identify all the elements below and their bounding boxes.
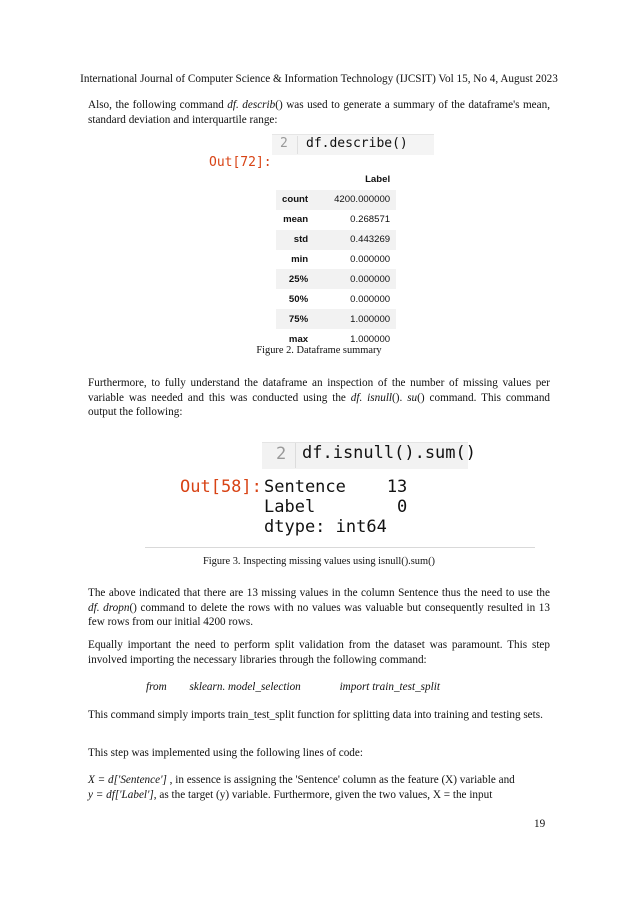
para1-text-post: () was used to generate a summary of the dataframe's mean, standard deviation and interquartile range: [88, 99, 550, 126]
row-value: 1.000000 [350, 333, 391, 345]
para7-text-y: , as the target (y) variable. Furthermore, given the two values, X = the input [153, 788, 493, 801]
math-y-assign: = df['Label'] [92, 788, 154, 801]
row-stat: count [276, 190, 314, 210]
para2-text-pre: Furthermore, to fully understand the dataframe an inspection of the number of missing values per variable was needed and this was conducted using the [88, 377, 550, 404]
paragraph-xy-assignment [88, 773, 550, 802]
para2-math-isnull: df. isnull [350, 391, 393, 404]
code-line-number: 2 [280, 136, 288, 151]
code-gutter-divider [297, 136, 298, 154]
math-x: X [88, 774, 95, 786]
table-row [276, 230, 396, 250]
math-y: y [88, 788, 93, 801]
row-stat: min [291, 254, 309, 265]
table-row [276, 269, 396, 289]
table-corner [276, 170, 314, 190]
import-function: import train_test_split [339, 681, 440, 693]
paragraph-missing-values [88, 376, 550, 420]
code-isnull-sum: df.isnull().sum() [302, 443, 476, 463]
row-value: 0.000000 [350, 254, 391, 265]
figure-divider [145, 547, 535, 548]
math-x-assign: = d['Sentence'] [94, 774, 167, 786]
table-row [276, 210, 396, 230]
row-value: 0.443269 [314, 230, 396, 250]
para2-text-mid: (). [392, 391, 408, 404]
paragraph-import-explain: This command simply imports train_test_split function for splitting data into training and testing sets. [88, 709, 543, 721]
table-header-row [276, 170, 396, 190]
figure2-caption: Figure 2. Dataframe summary [256, 345, 382, 356]
row-value: 0.268571 [350, 214, 391, 226]
paragraph-implementation: This step was implemented using the following lines of code: [88, 747, 363, 759]
row-stat: 25% [276, 269, 314, 289]
output-line: Label 0 [264, 497, 408, 517]
paragraph-describe-intro [88, 98, 550, 127]
table-row [276, 250, 396, 270]
row-value: 4200.000000 [314, 190, 396, 210]
page-number: 19 [534, 818, 546, 830]
table-row [276, 309, 396, 329]
para1-text-pre: Also, the following command [88, 99, 228, 111]
column-header-label: Label [314, 170, 396, 190]
output-line: Sentence 13 [264, 477, 408, 497]
para7-text-x: , in essence is assigning the 'Sentence' column as the feature (X) variable and [166, 774, 515, 786]
code-describe: df.describe() [306, 136, 408, 151]
para3-text-pre: The above indicated that there are 13 missing values in the column Sentence thus the need to use the [88, 587, 550, 599]
paragraph-split-validation: Equally important the need to perform split validation from the dataset was paramount. This step involved importing the necessary libraries through the following command: [88, 639, 550, 666]
output-line: dtype: int64 [264, 517, 387, 537]
row-stat: max [288, 333, 309, 345]
table-row [276, 289, 396, 309]
table-row [276, 190, 396, 210]
figure3-caption: Figure 3. Inspecting missing values using isnull().sum() [202, 556, 436, 567]
import-module: sklearn. model_selection [189, 681, 301, 693]
para2-text-post: () command. This command output the following: [88, 391, 551, 419]
code-gutter-divider [295, 443, 296, 468]
output-label: Out[58]: [180, 477, 262, 497]
row-stat: mean [283, 214, 309, 226]
para3-math: df. dropn [88, 601, 130, 614]
row-value: 1.000000 [314, 309, 396, 329]
import-command [146, 681, 440, 693]
import-from: from [146, 681, 167, 693]
row-value: 0.000000 [314, 269, 396, 289]
paragraph-dropna [88, 586, 550, 630]
output-label: Out[72]: [209, 155, 272, 170]
journal-header: International Journal of Computer Science & Information Technology (IJCSIT) Vol 15, No 4, August 2023 [80, 73, 558, 85]
para3-text-post: () command to delete the rows with no values was valuable but consequently resulted in 13 few rows from our initial 4200 rows. [88, 601, 550, 629]
row-value: 0.000000 [350, 293, 391, 305]
para1-math: df. describ [227, 99, 276, 111]
para2-math-sum: su [407, 391, 418, 404]
row-stat: std [276, 230, 314, 250]
row-stat: 75% [276, 309, 314, 329]
code-line-number: 2 [276, 444, 287, 464]
row-stat: 50% [288, 293, 309, 305]
describe-table [276, 170, 396, 349]
